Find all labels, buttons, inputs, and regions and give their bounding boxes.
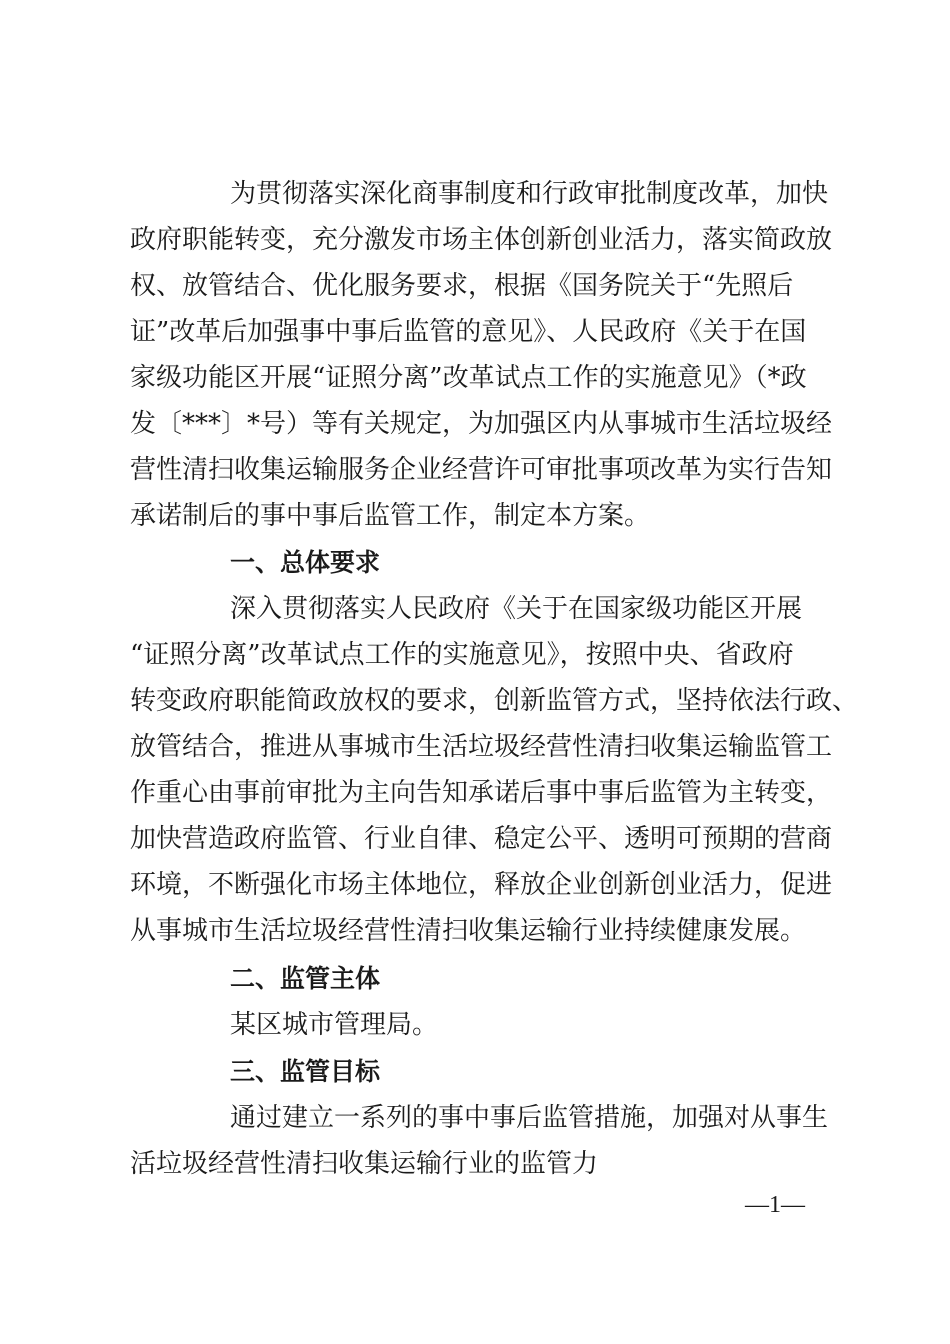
body-line: 活垃圾经营性清扫收集运输行业的监管力 <box>130 1149 599 1179</box>
body-line: 作重心由事前审批为主向告知承诺后事中事后监管为主转变， <box>130 778 833 808</box>
intro-line: 为贯彻落实深化商事制度和行政审批制度改革，加快 <box>230 179 829 209</box>
intro-line: 证”改革后加强事中事后监管的意见》、人民政府《关于在国 <box>130 317 807 347</box>
body-line: 环境，不断强化市场主体地位，释放企业创新创业活力，促进 <box>130 870 833 900</box>
intro-line: 政府职能转变，充分激发市场主体创新创业活力，落实简政放 <box>130 225 833 255</box>
body-line: 加快营造政府监管、行业自律、稳定公平、透明可预期的营商 <box>130 824 833 854</box>
section-heading: 一、总体要求 <box>230 548 381 577</box>
body-line: 放管结合，推进从事城市生活垃圾经营性清扫收集运输监管工 <box>130 732 833 762</box>
body-line: 某区城市管理局。 <box>230 1010 439 1040</box>
section-heading: 三、监管目标 <box>230 1057 381 1086</box>
page-number: —1— <box>745 1192 805 1218</box>
intro-line: 营性清扫收集运输服务企业经营许可审批事项改革为实行告知 <box>130 455 833 485</box>
body-line: 转变政府职能简政放权的要求，创新监管方式，坚持依法行政、 <box>130 686 859 716</box>
body-line: 从事城市生活垃圾经营性清扫收集运输行业持续健康发展。 <box>130 916 807 946</box>
body-line: “证照分离”改革试点工作的实施意见》，按照中央、省政府 <box>130 640 794 670</box>
intro-line: 发〔***〕*号）等有关规定，为加强区内从事城市生活垃圾经 <box>130 409 833 439</box>
intro-line: 权、放管结合、优化服务要求，根据《国务院关于“先照后 <box>130 271 794 301</box>
intro-line: 家级功能区开展“证照分离”改革试点工作的实施意见》（*政 <box>130 363 807 393</box>
body-line: 通过建立一系列的事中事后监管措施，加强对从事生 <box>230 1103 829 1133</box>
section-heading: 二、监管主体 <box>230 964 381 993</box>
body-line: 深入贯彻落实人民政府《关于在国家级功能区开展 <box>230 594 803 624</box>
intro-line: 承诺制后的事中事后监管工作，制定本方案。 <box>130 501 651 531</box>
